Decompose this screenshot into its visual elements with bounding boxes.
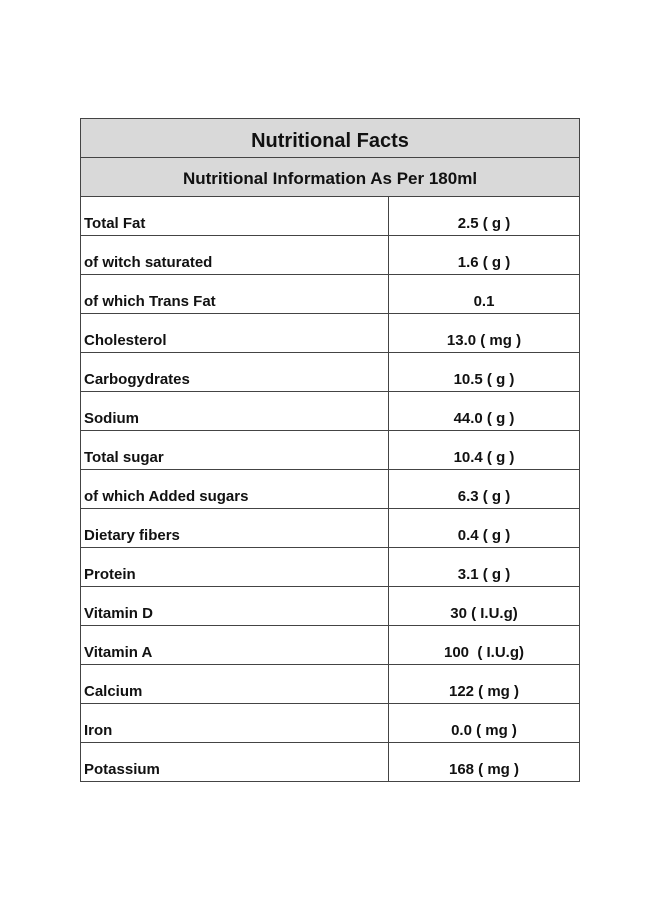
nutrient-value: 10.5 ( g ): [453, 371, 515, 388]
table-row: [81, 197, 579, 236]
nutrient-value: 44.0 ( g ): [453, 410, 515, 427]
table-subtitle-row: [81, 158, 579, 197]
nutrient-name: Iron: [81, 704, 389, 742]
table-row: [81, 470, 579, 509]
table-row: [81, 665, 579, 704]
nutrient-name: Sodium: [81, 392, 389, 430]
nutrient-value: 13.0 ( mg ): [446, 332, 522, 349]
nutrient-value: 1.6 ( g ): [457, 254, 511, 271]
table-row: [81, 509, 579, 548]
nutrient-name: of which Added sugars: [81, 470, 389, 508]
nutrient-name: Vitamin A: [81, 626, 389, 664]
nutrient-value: 6.3 ( g ): [457, 488, 511, 505]
table-title-row: [81, 119, 579, 158]
nutrient-value: 0.1: [473, 293, 495, 310]
table-row: [81, 431, 579, 470]
nutrient-name: Total sugar: [81, 431, 389, 469]
nutrient-value: 30 ( I.U.g): [450, 605, 518, 622]
nutrient-name: Total Fat: [81, 197, 389, 235]
table-row: [81, 236, 579, 275]
nutrient-name: of witch saturated: [81, 236, 389, 274]
nutrient-value: 0.0 ( mg ): [451, 722, 517, 739]
nutrient-rows: [81, 197, 579, 781]
nutrient-value: 122 ( mg ): [448, 683, 520, 700]
nutrient-name: Cholesterol: [81, 314, 389, 352]
nutrient-name: Carbogydrates: [81, 353, 389, 391]
table-row: [81, 353, 579, 392]
table-row: [81, 587, 579, 626]
table-row: [81, 704, 579, 743]
nutrient-value: 3.1 ( g ): [457, 566, 511, 583]
table-row: [81, 548, 579, 587]
table-row: [81, 275, 579, 314]
nutrient-name: Potassium: [81, 743, 389, 781]
table-subtitle: Nutritional Information As Per 180ml: [182, 169, 478, 188]
nutrient-value: 168 ( mg ): [448, 761, 520, 778]
nutrient-value: 100 ( I.U.g): [443, 644, 525, 661]
nutrient-name: Protein: [81, 548, 389, 586]
table-row: [81, 626, 579, 665]
nutrient-name: Vitamin D: [81, 587, 389, 625]
table-row: [81, 743, 579, 781]
nutrient-name: Calcium: [81, 665, 389, 703]
table-row: [81, 392, 579, 431]
nutrition-facts-table: [80, 118, 580, 782]
nutrient-value: 2.5 ( g ): [457, 215, 511, 232]
table-row: [81, 314, 579, 353]
nutrient-value: 10.4 ( g ): [453, 449, 515, 466]
nutrient-name: of which Trans Fat: [81, 275, 389, 313]
nutrient-name: Dietary fibers: [81, 509, 389, 547]
table-title: Nutritional Facts: [251, 130, 409, 152]
nutrient-value: 0.4 ( g ): [457, 527, 511, 544]
